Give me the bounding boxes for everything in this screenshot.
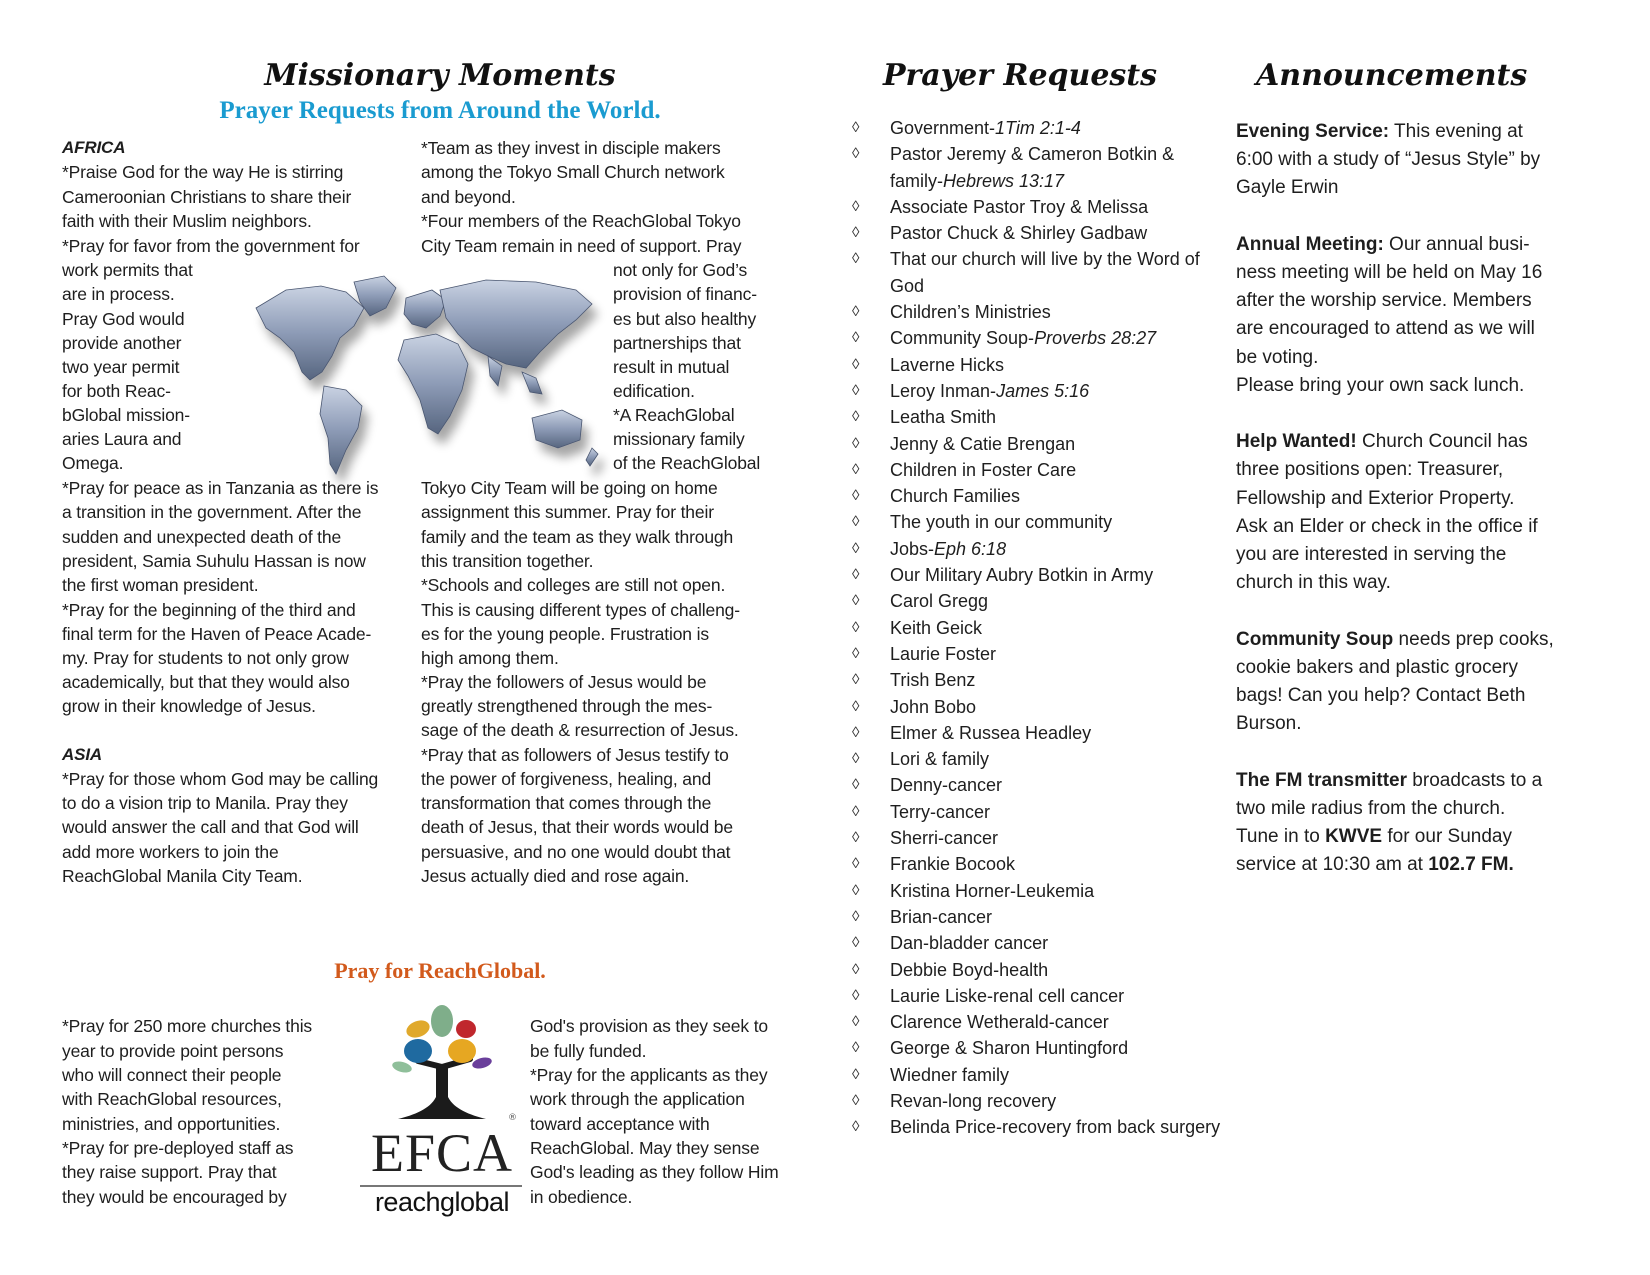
- prayer-request-text: Children’s Ministries: [890, 302, 1051, 323]
- scripture-reference: Eph 6:18: [934, 538, 1007, 559]
- prayer-request-text: Pastor Chuck & Shirley Gadbaw: [890, 223, 1148, 244]
- text-line: academically, but that they would also: [62, 672, 350, 692]
- prayer-request-text: Brian-cancer: [890, 906, 993, 927]
- text-line: God's provision as they seek to: [530, 1016, 768, 1036]
- announcement-fm-transmitter: [1236, 767, 1596, 880]
- efca-wordmark: EFCA: [370, 1123, 514, 1183]
- diamond-bullet-icon: ◊: [852, 566, 860, 584]
- prayer-request-item: [850, 457, 1230, 483]
- diamond-bullet-icon: ◊: [852, 934, 860, 952]
- prayer-request-text: Frankie Bocook: [890, 854, 1016, 875]
- diamond-bullet-icon: ◊: [852, 723, 860, 741]
- text-line: are in process.: [62, 284, 175, 304]
- text-line: among the Tokyo Small Church network: [421, 162, 725, 182]
- region-label-asia: ASIA: [62, 745, 103, 764]
- diamond-bullet-icon: ◊: [852, 855, 860, 873]
- text-line: *Pray the followers of Jesus would be: [421, 672, 707, 692]
- announcement-text: are encouraged to attend as we will: [1236, 318, 1535, 340]
- prayer-request-text: Wiedner family: [890, 1064, 1010, 1085]
- text-line: partnerships that: [613, 333, 741, 353]
- prayer-request-item: [850, 667, 1230, 693]
- text-line: president, Samia Suhulu Hassan is now: [62, 551, 366, 571]
- text-line: ReachGlobal Manila City Team.: [62, 866, 303, 886]
- prayer-request-item: [850, 141, 1230, 194]
- text-line: family and the team as they walk through: [421, 527, 734, 547]
- prayer-request-item: [850, 641, 1230, 667]
- announcements-title: Announcements: [1256, 58, 1528, 93]
- text-line: transformation that comes through the: [421, 793, 712, 813]
- prayer-request-item: [850, 325, 1230, 351]
- prayer-request-item: [850, 930, 1230, 956]
- announcement-heading: The FM transmitter: [1236, 769, 1408, 791]
- prayer-request-text: Laverne Hicks: [890, 354, 1005, 375]
- text-line: be fully funded.: [530, 1041, 647, 1061]
- prayer-request-text: The youth in our community: [890, 512, 1113, 533]
- text-line: with ReachGlobal resources,: [62, 1089, 282, 1109]
- announcement-text: you are interested in serving the: [1236, 544, 1507, 566]
- prayer-request-item: [850, 983, 1230, 1009]
- text-line: high among them.: [421, 648, 559, 668]
- diamond-bullet-icon: ◊: [852, 303, 860, 321]
- text-line: *A ReachGlobal: [613, 405, 735, 425]
- prayer-request-item: [850, 694, 1230, 720]
- announcement-text: ness meeting will be held on May 16: [1236, 262, 1543, 283]
- prayer-request-item: [850, 746, 1230, 772]
- text-line: the first woman president.: [62, 575, 259, 595]
- text-line: the power of forgiveness, healing, and: [421, 769, 712, 789]
- announcement-text: needs prep cooks,: [1393, 628, 1554, 650]
- prayer-request-text: Associate Pastor Troy & Melissa: [890, 196, 1149, 217]
- tree-of-leaves-icon: [358, 1005, 526, 1125]
- text-line: they would be encouraged by: [62, 1187, 287, 1207]
- diamond-bullet-icon: ◊: [852, 644, 860, 662]
- prayer-request-item: [850, 957, 1230, 983]
- radio-station: KWVE: [1325, 826, 1383, 848]
- prayer-request-item: [850, 404, 1230, 430]
- prayer-request-item: [850, 115, 1230, 141]
- diamond-bullet-icon: ◊: [852, 960, 860, 978]
- announcement-text: 6:00 with a study of “Jesus Style” by: [1236, 149, 1541, 171]
- announcement-help-wanted: [1236, 428, 1596, 597]
- text-line: *Pray for peace as in Tanzania as there is: [62, 478, 379, 498]
- diamond-bullet-icon: ◊: [852, 1013, 860, 1031]
- announcement-text: Please bring your own sack lunch.: [1236, 374, 1525, 396]
- announcement-text: Burson.: [1236, 713, 1302, 735]
- announcement-heading: Annual Meeting:: [1236, 233, 1384, 255]
- prayer-request-text: John Bobo: [890, 696, 977, 717]
- text-line: *Pray for pre-deployed staff as: [62, 1138, 294, 1158]
- text-line: City Team remain in need of support. Pray: [421, 236, 742, 256]
- prayer-request-text: Elmer & Russea Headley: [890, 722, 1092, 743]
- announcement-text: bags! Can you help? Contact Beth: [1236, 685, 1526, 707]
- prayer-request-item: [850, 246, 1230, 299]
- missionary-moments-title: Missionary Moments: [264, 58, 616, 93]
- registered-mark: ®: [508, 1113, 517, 1123]
- region-label-africa: AFRICA: [62, 138, 126, 157]
- text-line: in obedience.: [530, 1187, 633, 1207]
- announcement-text: Our annual busi-: [1383, 233, 1530, 255]
- diamond-bullet-icon: ◊: [852, 1039, 860, 1057]
- prayer-request-text: Jobs-: [890, 538, 935, 559]
- prayer-request-item: [850, 878, 1230, 904]
- announcement-text: This evening at: [1389, 121, 1523, 142]
- text-line: missionary family: [613, 429, 745, 449]
- scripture-reference: Proverbs 28:27: [1034, 328, 1157, 349]
- diamond-bullet-icon: ◊: [852, 618, 860, 636]
- diamond-bullet-icon: ◊: [852, 224, 860, 242]
- prayer-request-item: [850, 799, 1230, 825]
- text-line: sudden and unexpected death of the: [62, 527, 342, 547]
- prayer-request-item: [850, 536, 1230, 562]
- diamond-bullet-icon: ◊: [852, 1118, 860, 1136]
- announcement-text: Ask an Elder or check in the office if: [1236, 515, 1538, 537]
- prayer-request-text: Our Military Aubry Botkin in Army: [890, 565, 1154, 586]
- text-line: *Pray for 250 more churches this: [62, 1016, 313, 1036]
- scripture-reference: Hebrews 13:17: [943, 170, 1065, 191]
- prayer-request-text: Lori & family: [890, 749, 990, 770]
- diamond-bullet-icon: ◊: [852, 250, 860, 268]
- prayer-request-item: [850, 772, 1230, 798]
- text-line: edification.: [613, 381, 695, 401]
- prayer-request-item: [850, 720, 1230, 746]
- announcement-heading: Community Soup: [1236, 628, 1394, 650]
- diamond-bullet-icon: ◊: [852, 750, 860, 768]
- announcement-text: service at 10:30 am at: [1236, 854, 1429, 876]
- text-line: and beyond.: [421, 187, 516, 207]
- text-line: this transition together.: [421, 551, 594, 571]
- text-line: *Pray that as followers of Jesus testify to: [421, 745, 729, 765]
- announcement-text: cookie bakers and plastic grocery: [1236, 656, 1518, 678]
- announcement-text: two mile radius from the church.: [1236, 797, 1506, 819]
- prayer-request-text: Keith Geick: [890, 617, 983, 638]
- prayer-request-text: Sherri-cancer: [890, 828, 999, 849]
- reachglobal-wordmark: reachglobal: [374, 1187, 510, 1217]
- pray-for-reachglobal-title: Pray for ReachGlobal.: [334, 958, 546, 983]
- diamond-bullet-icon: ◊: [852, 355, 860, 373]
- announcement-text: church in this way.: [1236, 572, 1391, 594]
- prayer-request-text: George & Sharon Huntingford: [890, 1038, 1129, 1059]
- prayer-request-item: [850, 509, 1230, 535]
- text-line: work permits that: [62, 260, 193, 280]
- text-line: death of Jesus, that their words would be: [421, 817, 733, 837]
- prayer-request-text: Jenny & Catie Brengan: [890, 433, 1076, 454]
- text-line: Omega.: [62, 453, 124, 473]
- announcement-text: broadcasts to a: [1407, 769, 1543, 791]
- announcements-body: [1236, 118, 1596, 908]
- announcement-evening-service: [1236, 118, 1596, 203]
- announcement-text: three positions open: Treasurer,: [1236, 459, 1504, 481]
- prayer-request-item: [850, 1114, 1230, 1140]
- prayer-request-text: Carol Gregg: [890, 591, 989, 612]
- announcement-text: after the worship service. Members: [1236, 290, 1532, 312]
- announcement-text: Gayle Erwin: [1236, 177, 1339, 199]
- text-line: greatly strengthened through the mes-: [421, 696, 713, 716]
- prayer-request-text: Terry-cancer: [890, 801, 991, 822]
- text-line: *Praise God for the way He is stirring: [62, 162, 344, 182]
- text-line: assignment this summer. Pray for their: [421, 502, 714, 522]
- text-line: toward acceptance with: [530, 1114, 710, 1134]
- prayer-request-text: Belinda Price-recovery from back surgery: [890, 1117, 1221, 1138]
- prayer-request-item: [850, 378, 1230, 404]
- prayer-request-text: Pastor Jeremy & Cameron Botkin & family-: [890, 144, 1175, 191]
- announcement-community-soup: [1236, 626, 1596, 739]
- prayer-request-text: Community Soup-: [890, 328, 1035, 349]
- announcement-text: for our Sunday: [1382, 826, 1512, 848]
- text-line: add more workers to join the: [62, 842, 279, 862]
- efca-reachglobal-logo: [358, 1005, 526, 1215]
- announcement-text: Fellowship and Exterior Property.: [1236, 487, 1515, 509]
- prayer-request-item: [850, 615, 1230, 641]
- text-line: God's leading as they follow Him: [530, 1162, 779, 1182]
- scripture-reference: James 5:16: [996, 380, 1090, 401]
- prayer-request-item: [850, 352, 1230, 378]
- text-line: year to provide point persons: [62, 1041, 284, 1061]
- prayer-request-item: [850, 1035, 1230, 1061]
- text-line: result in mutual: [613, 357, 730, 377]
- text-line: *Pray for the applicants as they: [530, 1065, 768, 1085]
- text-line: persuasive, and no one would doubt that: [421, 842, 731, 862]
- text-line: for both Reac-: [62, 381, 171, 401]
- diamond-bullet-icon: ◊: [852, 408, 860, 426]
- prayer-request-text: Church Families: [890, 486, 1021, 507]
- text-line: provision of financ-: [613, 284, 757, 304]
- text-line: es but also healthy: [613, 309, 757, 329]
- announcement-text: be voting.: [1236, 346, 1319, 368]
- text-line: es for the young people. Frustration is: [421, 624, 709, 644]
- diamond-bullet-icon: ◊: [852, 539, 860, 557]
- prayer-request-item: [850, 825, 1230, 851]
- diamond-bullet-icon: ◊: [852, 1065, 860, 1083]
- text-line: my. Pray for students to not only grow: [62, 648, 349, 668]
- prayer-request-text: Government-: [890, 118, 996, 138]
- prayer-requests-list: [850, 115, 1230, 1141]
- announcement-heading: Evening Service:: [1236, 121, 1390, 142]
- diamond-bullet-icon: ◊: [852, 776, 860, 794]
- text-line: *Pray for favor from the government for: [62, 236, 360, 256]
- prayer-request-item: [850, 588, 1230, 614]
- diamond-bullet-icon: ◊: [852, 802, 860, 820]
- text-line: Tokyo City Team will be going on home: [421, 478, 718, 498]
- prayer-request-item: [850, 483, 1230, 509]
- prayer-request-text: Revan-long recovery: [890, 1090, 1057, 1111]
- text-line: *Schools and colleges are still not open.: [421, 575, 726, 595]
- text-line: ReachGlobal. May they sense: [530, 1138, 760, 1158]
- text-line: *Pray for those whom God may be calling: [62, 769, 379, 789]
- diamond-bullet-icon: ◊: [852, 592, 860, 610]
- diamond-bullet-icon: ◊: [852, 460, 860, 478]
- text-line: grow in their knowledge of Jesus.: [62, 696, 316, 716]
- text-line: provide another: [62, 333, 182, 353]
- text-line: work through the application: [530, 1089, 745, 1109]
- diamond-bullet-icon: ◊: [852, 329, 860, 347]
- prayer-request-item: [850, 562, 1230, 588]
- diamond-bullet-icon: ◊: [852, 907, 860, 925]
- text-line: aries Laura and: [62, 429, 182, 449]
- announcement-heading: Help Wanted!: [1236, 431, 1357, 453]
- announcement-text: Tune in to: [1236, 826, 1326, 848]
- prayer-request-text: Children in Foster Care: [890, 459, 1077, 480]
- text-line: final term for the Haven of Peace Acade-: [62, 624, 372, 644]
- text-line: sage of the death & resurrection of Jesus.: [421, 720, 739, 740]
- prayer-request-text: Trish Benz: [890, 670, 976, 691]
- text-line: Cameroonian Christians to share their: [62, 187, 352, 207]
- diamond-bullet-icon: ◊: [852, 671, 860, 689]
- announcement-text: Church Council has: [1356, 431, 1528, 453]
- diamond-bullet-icon: ◊: [852, 829, 860, 847]
- diamond-bullet-icon: ◊: [852, 697, 860, 715]
- text-line: they raise support. Pray that: [62, 1162, 277, 1182]
- scripture-reference: 1Tim 2:1-4: [995, 118, 1081, 138]
- diamond-bullet-icon: ◊: [852, 513, 860, 531]
- prayer-request-item: [850, 220, 1230, 246]
- prayer-request-text: Leroy Inman-: [890, 380, 997, 401]
- text-line: Jesus actually died and rose again.: [421, 866, 690, 886]
- diamond-bullet-icon: ◊: [852, 487, 860, 505]
- announcement-annual-meeting: [1236, 231, 1596, 400]
- prayer-request-text: Leatha Smith: [890, 407, 997, 428]
- diamond-bullet-icon: ◊: [852, 119, 860, 136]
- diamond-bullet-icon: ◊: [852, 986, 860, 1004]
- prayer-request-text: Laurie Liske-renal cell cancer: [890, 985, 1125, 1006]
- text-line: bGlobal mission-: [62, 405, 190, 425]
- prayer-request-item: [850, 904, 1230, 930]
- prayer-request-text: Debbie Boyd-health: [890, 959, 1049, 980]
- text-line: faith with their Muslim neighbors.: [62, 211, 312, 231]
- text-line: ministries, and opportunities.: [62, 1114, 281, 1134]
- prayer-requests-title: Prayer Requests: [882, 58, 1158, 93]
- diamond-bullet-icon: ◊: [852, 1091, 860, 1109]
- text-line: *Four members of the ReachGlobal Tokyo: [421, 211, 741, 231]
- diamond-bullet-icon: ◊: [852, 381, 860, 399]
- prayer-request-text: Kristina Horner-Leukemia: [890, 880, 1095, 901]
- prayer-request-text: That our church will live by the Word of God: [890, 249, 1200, 296]
- diamond-bullet-icon: ◊: [852, 434, 860, 452]
- prayer-request-item: [850, 194, 1230, 220]
- text-line: Pray God would: [62, 309, 185, 329]
- text-line: *Pray for the beginning of the third and: [62, 600, 356, 620]
- text-line: who will connect their people: [62, 1065, 282, 1085]
- diamond-bullet-icon: ◊: [852, 197, 860, 215]
- text-line: *Team as they invest in disciple makers: [421, 138, 721, 158]
- text-line: of the ReachGlobal: [613, 453, 761, 473]
- world-map-icon: [236, 268, 616, 498]
- prayer-request-item: [850, 851, 1230, 877]
- radio-frequency: 102.7 FM.: [1428, 854, 1514, 876]
- prayer-request-text: Clarence Wetherald-cancer: [890, 1012, 1109, 1033]
- diamond-bullet-icon: ◊: [852, 881, 860, 899]
- text-line: a transition in the government. After the: [62, 502, 362, 522]
- prayer-request-item: [850, 1009, 1230, 1035]
- diamond-bullet-icon: ◊: [852, 145, 860, 163]
- prayer-request-text: Laurie Foster: [890, 643, 997, 664]
- prayer-request-item: [850, 1062, 1230, 1088]
- text-line: to do a vision trip to Manila. Pray they: [62, 793, 348, 813]
- text-line: not only for God’s: [613, 260, 748, 280]
- text-line: would answer the call and that God will: [62, 817, 359, 837]
- missionary-moments-subtitle: Prayer Requests from Around the World.: [219, 97, 661, 124]
- prayer-request-text: Dan-bladder cancer: [890, 933, 1049, 954]
- prayer-request-item: [850, 1088, 1230, 1114]
- text-line: This is causing different types of challeng-: [421, 600, 740, 620]
- text-line: two year permit: [62, 357, 180, 377]
- prayer-request-text: Denny-cancer: [890, 775, 1003, 796]
- prayer-request-item: [850, 299, 1230, 325]
- prayer-request-item: [850, 431, 1230, 457]
